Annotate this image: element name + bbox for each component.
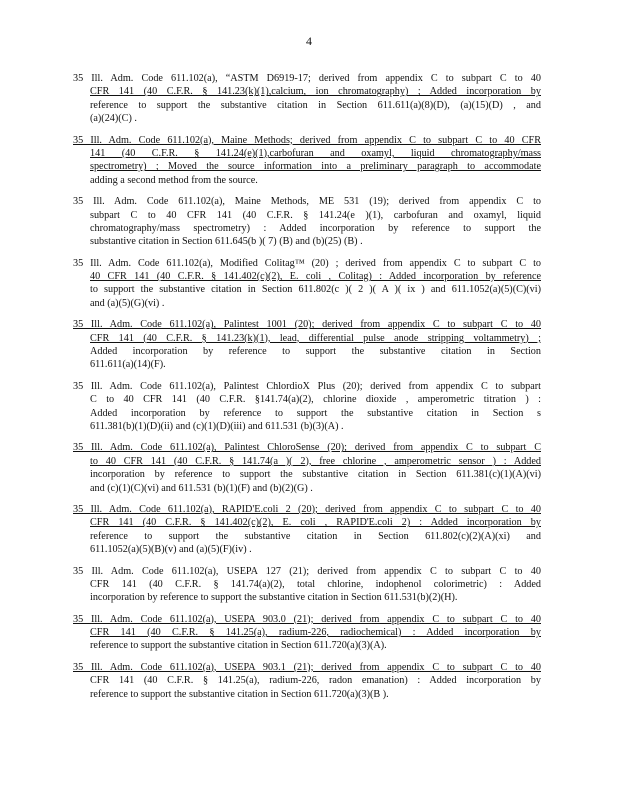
entry-line: reference to support the substantive citation in Section 611.611(a)(8)(D), (a)(15)(D) , and: [90, 99, 541, 111]
entry-line: Added incorporation by reference to support the substantive citation in Section: [90, 346, 541, 358]
entry-modified-colitag: [73, 257, 541, 311]
entry-line: Added incorporation by reference to support the substantive citation in Section s: [90, 407, 541, 419]
entry-maine-me531: [73, 195, 541, 249]
entry-line: 35 Ill. Adm. Code 611.102(a), Palintest ChloroSense (20); derived from appendix C to subpart C: [73, 442, 541, 454]
entry-line: CFR 141 (40 C.F.R. § 141.23(k)(1), lead, differential pulse anode stripping voltammetry) ;: [90, 332, 541, 344]
entry-line: spectrometry) ; Moved the source information into a preliminary paragraph to accommodate: [90, 161, 541, 173]
entry-palintest-1001: [73, 318, 541, 372]
entry-usepa-127: [73, 565, 541, 605]
entry-line: CFR 141 (40 C.F.R. § 141.74(a)(2), total chlorine, indophenol colorimetric) : Added: [90, 578, 541, 590]
entry-line: subpart C to 40 CFR 141 (40 C.F.R. § 141.24(e )(1), carbofuran and oxamyl, liquid: [90, 209, 541, 221]
entry-line: 35 Ill. Adm. Code 611.102(a), USEPA 903.1 (21); derived from appendix C to subpart C to 40: [73, 661, 541, 673]
entry-line: C to 40 CFR 141 (40 C.F.R. §141.74(a)(2), chlorine dioxide , amperometric titration ) :: [90, 394, 541, 406]
entry-palintest-chlordiox: [73, 380, 541, 434]
entry-line: incorporation by reference to support the substantive citation in Section 611.531(b)(2)(H).: [90, 592, 458, 604]
entry-line: CFR 141 (40 C.F.R. § 141.25(a), radium-226, radiochemical) : Added incorporation by: [90, 627, 541, 639]
entry-line: substantive citation in Section 611.645(b )( 7) (B) and (b)(25) (B) .: [90, 236, 363, 248]
entry-line: 35 Ill. Adm. Code 611.102(a), Maine Methods, ME 531 (19); derived from appendix C to: [73, 196, 541, 208]
entry-line: to 40 CFR 141 (40 C.F.R. § 141.74(a )( 2), free chlorine , amperometric sensor ) : Added: [90, 455, 541, 467]
page-number: 4: [306, 34, 312, 48]
entry-usepa-903-1: [73, 661, 541, 701]
entry-line: 35 Ill. Adm. Code 611.102(a), Maine Methods; derived from appendix C to subpart C to 40 CFR: [73, 134, 541, 146]
entry-line: CFR 141 (40 C.F.R. § 141.402(c)(2), E. coli , RAPID'E.coli 2) : Added incorporation by: [90, 517, 541, 529]
entry-line: 141 (40 C.F.R. § 141.24(e)(1),carbofuran and oxamyl, liquid chromatography/mass: [90, 147, 541, 159]
entry-palintest-chlorosense: [73, 441, 541, 495]
entry-line: 35 Ill. Adm. Code 611.102(a), USEPA 903.0 (21); derived from appendix C to subpart C to 40: [73, 613, 541, 625]
entry-line: 611.611(a)(14)(F).: [90, 359, 166, 371]
entry-line: to support the substantive citation in Section 611.802(c )( 2 )( A )( ix ) and 611.1052(a)(5)(C)(vi): [90, 284, 541, 296]
entry-line: chromatography/mass spectrometry) : Added incorporation by reference to support the: [90, 222, 541, 234]
entry-line: 35 Ill. Adm. Code 611.102(a), “ASTM D6919-17; derived from appendix C to subpart C to 40: [73, 73, 541, 84]
entry-line: 611.381(b)(1)(D)(ii) and (c)(1)(D)(iii) and 611.531 (b)(3)(A) .: [90, 420, 344, 432]
entry-line: 35 Ill. Adm. Code 611.102(a), RAPID'E.coli 2 (20); derived from appendix C to subpart C to 40: [73, 503, 541, 515]
entry-line: reference to support the substantive citation in Section 611.720(a)(3)(B ).: [90, 688, 389, 700]
entry-line: 40 CFR 141 (40 C.F.R. § 141.402(c)(2), E. coli , Colitag) : Added incorporation by reference: [90, 271, 541, 283]
entry-line: reference to support the substantive citation in Section 611.720(a)(3)(A).: [90, 640, 387, 652]
entry-line: and (a)(5)(G)(vi) .: [90, 297, 165, 309]
entry-rapid-ecoli: [73, 503, 541, 557]
entry-line: (a)(24)(C) .: [90, 113, 137, 125]
entry-line: incorporation by reference to support the substantive citation in Section 611.381(c)(1)(A)(vi): [90, 469, 541, 481]
entry-line: 35 Ill. Adm. Code 611.102(a), Palintest 1001 (20); derived from appendix C to subpart C to 40: [73, 319, 541, 331]
entry-line: 35 Ill. Adm. Code 611.102(a), Modified Colitag™ (20) ; derived from appendix C to subpart C to: [73, 257, 541, 269]
entry-line: 35 Ill. Adm. Code 611.102(a), USEPA 127 (21); derived from appendix C to subpart C to 40: [73, 565, 541, 577]
entry-line: 35 Ill. Adm. Code 611.102(a), Palintest ChlordioX Plus (20); derived from appendix C to subpart: [73, 380, 541, 392]
entry-usepa-903-0: [73, 613, 541, 653]
entry-line: CFR 141 (40 C.F.R. § 141.23(k)(1),calcium, ion chromatography) ; Added incorporation by: [90, 86, 541, 98]
entry-astm-d6919: [73, 72, 541, 126]
entry-line: and (c)(1)(C)(vi) and 611.531 (b)(1)(F) and (b)(2)(G) .: [90, 482, 313, 494]
amendment-entries: [73, 72, 541, 709]
entry-line: CFR 141 (40 C.F.R. § 141.25(a), radium-226, radon emanation) : Added incorporation by: [90, 675, 541, 687]
entry-line: adding a second method from the source.: [90, 174, 258, 186]
entry-line: 611.1052(a)(5)(B)(v) and (a)(5)(F)(iv) .: [90, 544, 252, 556]
entry-line: reference to support the substantive citation in Section 611.802(c)(2)(A)(xi) and: [90, 530, 541, 542]
entry-maine-methods: [73, 134, 541, 188]
